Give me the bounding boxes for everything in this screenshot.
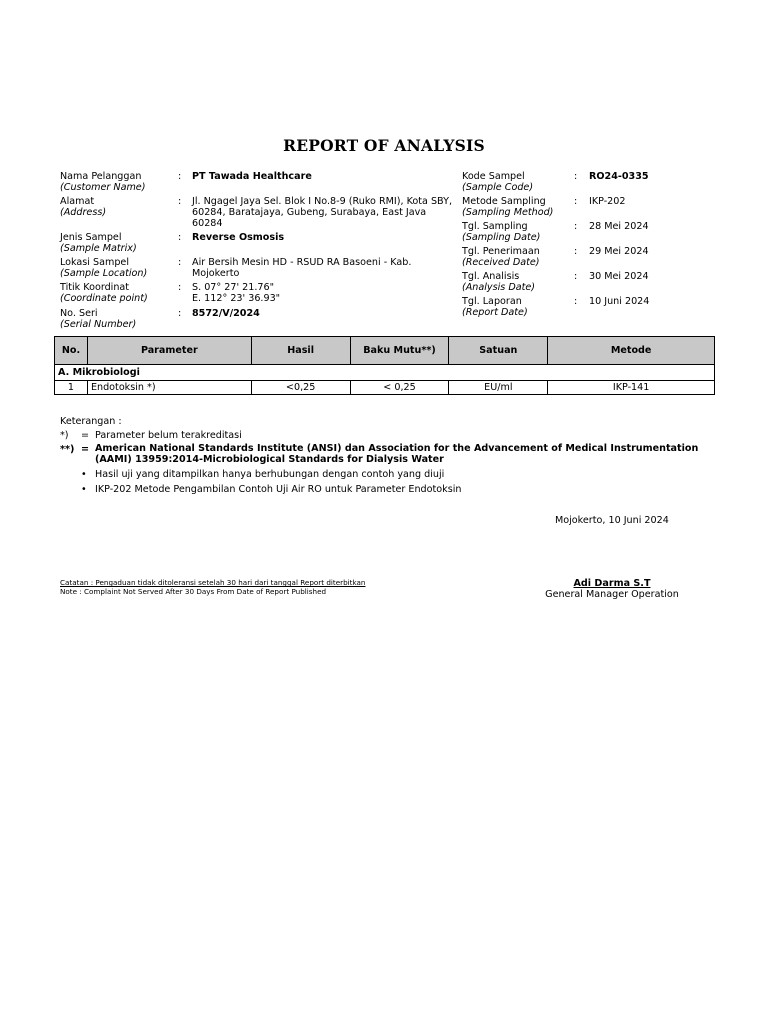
report-date-value: 10 Juni 2024 (589, 296, 650, 307)
sample-matrix-value: Reverse Osmosis (192, 232, 285, 243)
cell-no: 1 (55, 381, 88, 395)
sampling-date-value: 28 Mei 2024 (589, 221, 649, 232)
table-row (55, 381, 715, 395)
note-2-equals: = (81, 444, 90, 455)
col-header-parameter: Parameter (87, 337, 251, 365)
cell-parameter: Endotoksin *) (87, 381, 251, 395)
col-header-no: No. (55, 337, 88, 365)
cell-satuan: EU/ml (449, 381, 548, 395)
colon: : (178, 196, 182, 207)
col-header-satuan: Satuan (449, 337, 548, 365)
results-table (54, 336, 715, 395)
colon: : (574, 171, 578, 182)
sampling-method-label: Metode Sampling (Sampling Method) (462, 196, 554, 218)
cell-metode: IKP-141 (548, 381, 715, 395)
analysis-date-value: 30 Mei 2024 (589, 271, 649, 282)
note-2-mark: **) (60, 444, 75, 455)
received-date-value: 29 Mei 2024 (589, 246, 649, 257)
coordinate-label: Titik Koordinat (Coordinate point) (60, 282, 148, 304)
place-date: Mojokerto, 10 Juni 2024 (555, 515, 669, 526)
footer-catatan: Catatan : Pengaduan tidak ditoleransi setelah 30 hari dari tanggal Report diterbitkan (60, 578, 366, 587)
colon: : (574, 271, 578, 282)
report-title: REPORT OF ANALYSIS (283, 136, 485, 155)
col-header-baku-mutu: Baku Mutu**) (350, 337, 449, 365)
note-1-equals: = (81, 430, 90, 441)
sample-code-label: Kode Sampel (Sample Code) (462, 171, 534, 193)
bullet-icon: • (81, 484, 87, 495)
note-1-mark: *) (60, 430, 69, 441)
colon: : (178, 257, 182, 268)
customer-name-value: PT Tawada Healthcare (192, 171, 312, 182)
table-header-row (55, 337, 715, 365)
serial-number-value: 8572/V/2024 (192, 308, 260, 319)
address-label: Alamat (Address) (60, 196, 107, 218)
analysis-date-label: Tgl. Analisis (Analysis Date) (462, 271, 535, 293)
colon: : (178, 308, 182, 319)
col-header-metode: Metode (548, 337, 715, 365)
bullet-icon: • (81, 469, 87, 480)
colon: : (574, 196, 578, 207)
colon: : (574, 296, 578, 307)
colon: : (574, 246, 578, 257)
colon: : (178, 232, 182, 243)
sampling-method-value: IKP-202 (589, 196, 626, 207)
bullet-item: Hasil uji yang ditampilkan hanya berhubungan dengan contoh yang diuji (95, 469, 445, 480)
serial-number-label: No. Seri (Serial Number) (60, 308, 137, 330)
sample-matrix-label: Jenis Sampel (Sample Matrix) (60, 232, 137, 254)
coordinate-value: S. 07° 27' 21.76" E. 112° 23' 36.93" (192, 282, 281, 304)
colon: : (178, 282, 182, 293)
sample-location-value: Air Bersih Mesin HD - RSUD RA Basoeni - Kab. Mojokerto (192, 257, 412, 279)
signatory-name: Adi Darma S.T (573, 578, 651, 589)
note-2-text: American National Standards Institute (ANSI) dan Association for the Advancement of Medical Instrumentation (AAMI) 13959:2014-Microbiological Standards for Dialysis Water (95, 443, 699, 465)
section-row (55, 365, 715, 381)
notes-heading: Keterangan : (60, 416, 122, 427)
received-date-label: Tgl. Penerimaan (Received Date) (462, 246, 540, 268)
bullet-item: IKP-202 Metode Pengambilan Contoh Uji Air RO untuk Parameter Endotoksin (95, 484, 462, 495)
footer-note: Note : Complaint Not Served After 30 Days From Date of Report Published (60, 587, 327, 596)
col-header-hasil: Hasil (251, 337, 350, 365)
customer-name-label: Nama Pelanggan (Customer Name) (60, 171, 146, 193)
sample-code-value: RO24-0335 (589, 171, 649, 182)
report-date-label: Tgl. Laporan (Report Date) (462, 296, 528, 318)
address-value: Jl. Ngagel Jaya Sel. Blok I No.8-9 (Ruko RMI), Kota SBY, 60284, Baratajaya, Gubeng, Surabaya, East Java 60284 (192, 196, 452, 229)
cell-hasil: <0,25 (251, 381, 350, 395)
colon: : (178, 171, 182, 182)
sampling-date-label: Tgl. Sampling (Sampling Date) (462, 221, 541, 243)
section-title: A. Mikrobiologi (55, 365, 715, 381)
cell-baku-mutu: < 0,25 (350, 381, 449, 395)
sample-location-label: Lokasi Sampel (Sample Location) (60, 257, 148, 279)
note-1-text: Parameter belum terakreditasi (95, 430, 242, 441)
colon: : (574, 221, 578, 232)
signatory-position: General Manager Operation (545, 589, 679, 600)
